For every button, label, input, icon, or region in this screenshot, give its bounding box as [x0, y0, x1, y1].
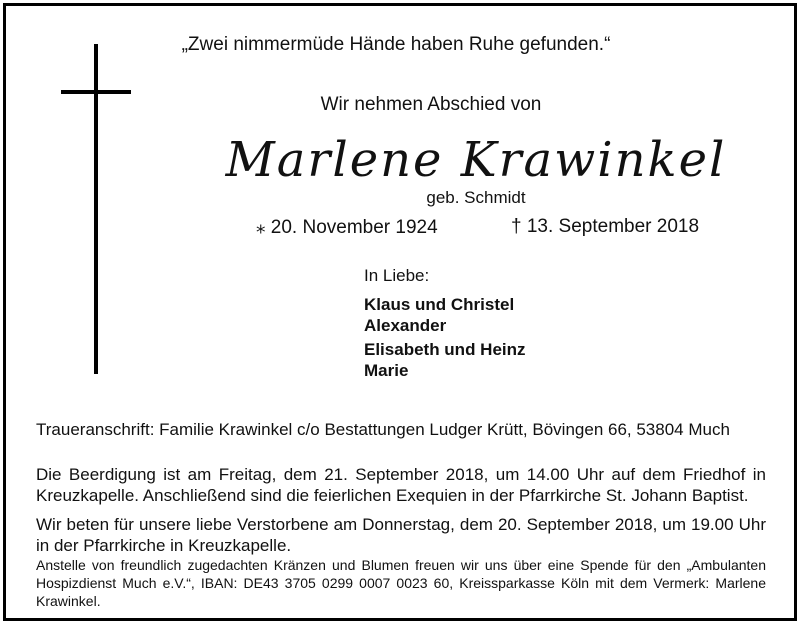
intro-text: Wir nehmen Abschied von	[320, 94, 542, 115]
obituary-notice	[3, 3, 797, 621]
family-line: Marie	[364, 361, 409, 380]
mourning-address: Traueranschrift: Familie Krawinkel c/o Bestattungen Ludger Krütt, Bövingen 66, 53804 Much	[36, 420, 730, 439]
donation-info: Anstelle von freundlich zugedachten Kränzen und Blumen freuen wir uns über eine Spende für den „Ambulanten Hospizdienst Much e.V.“, IBAN: DE43 3705 0299 0007 0023 60, Kreissparkasse Köln mit dem Vermerk: Marlene Krawinkel.	[36, 557, 766, 609]
death-date: † 13. September 2018	[511, 216, 700, 237]
funeral-info: Die Beerdigung ist am Freitag, dem 21. September 2018, um 14.00 Uhr auf dem Friedhof in Kreuzkapelle. Anschließend sind die feierlichen Exequien in der Pfarrkirche St. Johann Baptist.	[36, 465, 766, 505]
birth-date: ⁎ 20. November 1924	[256, 217, 438, 238]
family-line: Alexander	[364, 316, 447, 335]
motto-quote: „Zwei nimmermüde Hände haben Ruhe gefunden.“	[181, 34, 611, 55]
family-line: Klaus und Christel	[364, 295, 515, 314]
deceased-name: Marlene Krawinkel	[225, 132, 727, 188]
prayer-info: Wir beten für unsere liebe Verstorbene am Donnerstag, dem 20. September 2018, um 19.00 Uhr in der Pfarrkirche in Kreuzkapelle.	[36, 515, 766, 555]
family-group	[364, 339, 526, 381]
maiden-name: geb. Schmidt	[426, 188, 526, 207]
family-group	[364, 294, 514, 336]
in-love-label: In Liebe:	[364, 266, 430, 285]
family-line: Elisabeth und Heinz	[364, 340, 526, 359]
